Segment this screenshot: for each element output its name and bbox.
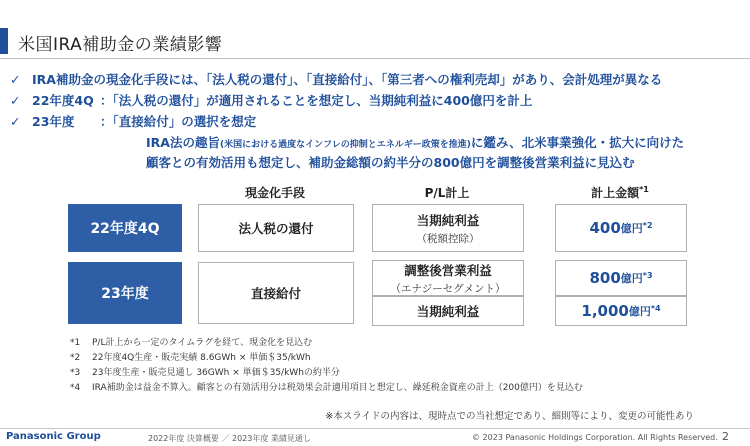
- footnote-key: *3: [70, 368, 81, 378]
- footnote: [70, 335, 312, 348]
- bullet-1-text: IRA補助金の現金化手段には、「法人税の還付」、「直接給付」、「第三者への権利売却」があり、会計処理が異なる: [32, 72, 663, 87]
- page-number: 2: [722, 430, 729, 443]
- cell-method-tax-refund: [198, 204, 354, 252]
- amount-number: 800: [589, 269, 621, 287]
- footnote-key: *1: [70, 338, 81, 348]
- bullet-2: [10, 91, 532, 109]
- footnote: [70, 350, 311, 363]
- footnote: [70, 365, 340, 378]
- row-label-fy22q4: 22年度4Q: [68, 204, 182, 252]
- row-label-fy23: 23年度: [68, 262, 182, 324]
- footnote-key: *2: [70, 353, 81, 363]
- company-logo: Panasonic Group: [6, 431, 101, 442]
- bullet-3-detail-line-1: [146, 133, 684, 151]
- bullet-3-text: ：「直接給付」の選択を想定: [100, 114, 257, 129]
- amount-unit: 億円: [620, 272, 643, 285]
- checkmark-icon: ✓: [10, 114, 21, 129]
- header-amount: [555, 184, 685, 201]
- bullet-3-label: 23年度: [32, 114, 75, 129]
- header-amount-footnote: *1: [639, 185, 649, 194]
- page-title: 米国IRA補助金の業績影響: [18, 35, 223, 55]
- bullet-2-text: ：「法人税の還付」が適用されることを想定し、当期純利益に400億円を計上: [100, 93, 533, 108]
- bullet-1: [10, 70, 662, 88]
- footnote-text: IRA補助金は益金不算入。顧客との有効活用分は税効果会計適用項目と想定し、繰延税金資産の計上（200億円）を見込む: [92, 383, 583, 393]
- pl-sub-text: （税額控除）: [416, 232, 480, 245]
- header-pl: P/L計上: [424, 186, 470, 200]
- method-text: 直接給付: [250, 286, 301, 301]
- amount-footnote: *3: [642, 270, 653, 280]
- amount-footnote: *2: [642, 220, 653, 230]
- amount-footnote: *4: [650, 303, 661, 313]
- amount-unit: 億円: [628, 305, 651, 318]
- cell-method-direct-payment: [198, 262, 354, 324]
- cell-amount-1000: [555, 296, 687, 326]
- footnote-key: *4: [70, 383, 81, 393]
- cell-pl-net-income: [372, 204, 524, 252]
- ira-purpose-rest: に鑑み、北米事業強化・拡大に向けた: [470, 135, 685, 150]
- method-text: 法人税の還付: [238, 221, 314, 236]
- bullet-2-label: 22年度4Q: [32, 93, 94, 108]
- checkmark-icon: ✓: [10, 93, 21, 108]
- bullet-3: [10, 112, 256, 130]
- checkmark-icon: ✓: [10, 72, 21, 87]
- amount-unit: 億円: [620, 222, 643, 235]
- cell-amount-400: [555, 204, 687, 252]
- header-method: 現金化手段: [244, 186, 305, 200]
- title-divider: [0, 58, 750, 59]
- footer-doc-title: 2022年度 決算概要 ／ 2023年度 業績見通し: [148, 434, 311, 443]
- footnote-text: 23年度生産・販売見通し 36GWh × 単価＄35/kWhの約半分: [92, 368, 340, 378]
- footnote-text: P/L計上から一定のタイムラグを経て、現金化を見込む: [92, 338, 313, 348]
- ira-purpose-note: (米国における過度なインフレの抑制とエネルギー政策を推進): [219, 140, 471, 150]
- cell-amount-800: [555, 260, 687, 296]
- pl-main-text: 当期純利益: [416, 212, 480, 228]
- footer-divider: [0, 428, 750, 429]
- pl-sub-text: （エナジーセグメント）: [390, 282, 506, 295]
- disclaimer: ※本スライドの内容は、現時点での当社想定であり、細則等により、変更の可能性あり: [325, 411, 694, 422]
- amount-number: 1,000: [581, 302, 629, 320]
- title-accent-bar: [0, 28, 8, 54]
- header-amount-label: 計上金額: [591, 186, 640, 200]
- title-bar: [0, 0, 750, 60]
- ira-purpose-text: IRA法の趣旨: [146, 135, 220, 150]
- cell-pl-net-income-fy23: [372, 296, 524, 326]
- footer-copyright: © 2023 Panasonic Holdings Corporation. All Rights Reserved.: [472, 433, 718, 442]
- amount-number: 400: [589, 219, 621, 237]
- footnote-text: 22年度4Q生産・販売実績 8.6GWh × 単価＄35/kWh: [92, 353, 311, 363]
- bullet-3-detail-line-2: 顧客との有効活用も想定し、補助金総額の約半分の800億円を調整後営業利益に見込む: [146, 155, 635, 170]
- pl-main-text: 当期純利益: [416, 304, 480, 319]
- footnote: [70, 380, 583, 393]
- pl-main-text: 調整後営業利益: [404, 262, 492, 278]
- cell-pl-adjusted-op-income: [372, 260, 524, 296]
